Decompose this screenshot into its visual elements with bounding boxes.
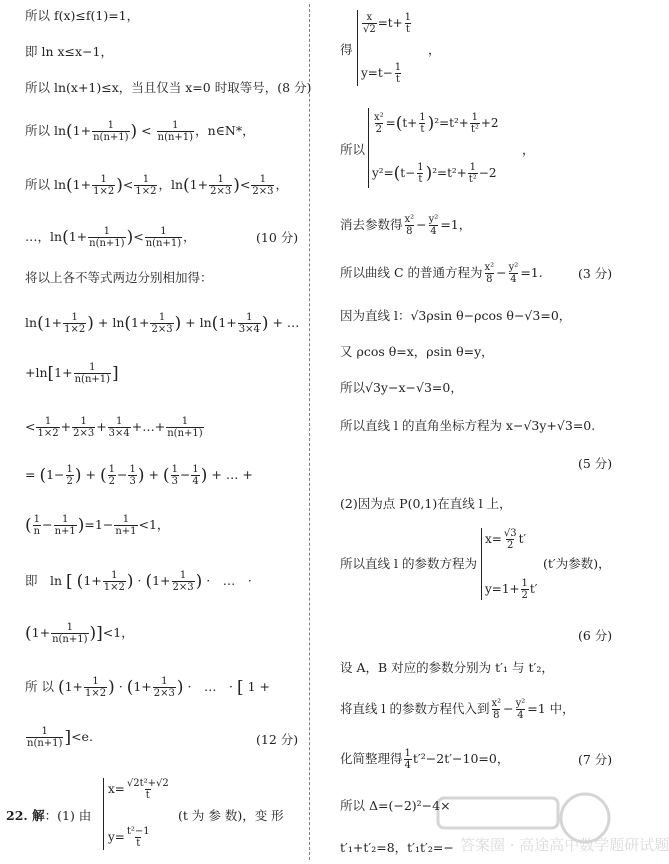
score-7: (7 分) — [578, 752, 613, 767]
right-line-10: 所以直线 l 的参数方程为 — [340, 556, 477, 571]
left-line-13: 即 ln [ (1+ $\frac{1}{1\times 2}$ ) · (1+ $\frac{1}{2\times 3}$ ) · … · — [25, 570, 252, 593]
text-fragment: +…+ — [131, 419, 166, 434]
sys4-row-y: y=1+ $\frac{1}{2}$ t′ — [485, 578, 538, 601]
left-line-16: $\frac{1}{n(n+1)}$ ]<e. — [27, 726, 93, 749]
fraction-numerator: t²−1 — [126, 826, 150, 837]
text-fragment: =1 中， — [527, 701, 575, 716]
right-line-11: 设 A，B 对应的参数分别为 t′₁ 与 t′₂， — [340, 660, 554, 675]
text-fragment: + ln — [97, 315, 125, 330]
right-line-2: 所以 — [340, 142, 366, 157]
text-fragment: …，ln — [25, 229, 63, 244]
score-12: (12 分) — [256, 732, 299, 747]
right-param-note: (t′为参数)， — [543, 556, 611, 571]
column-divider — [309, 4, 310, 860]
text-fragment: 1 + — [247, 679, 270, 694]
left-line-8: ln(1+ $\frac{1}{1\times 2}$ ) + ln(1+ $\frac{1}{2\times 3}$ ) + ln(1+ $\frac{1}{3\times 4}$ ) + … — [25, 312, 300, 335]
sys1-row-x — [108, 778, 171, 801]
left-line-7: 将以上各不等式两边分别相加得： — [25, 270, 213, 285]
right-line-7: 所以√3y−x−√3=0， — [340, 380, 463, 395]
text-fragment: 消去参数得 — [340, 217, 403, 232]
text-fragment: 化简整理得 — [340, 751, 403, 766]
text-fragment: 即 ln — [25, 573, 63, 588]
right-line-4: 所以曲线 C 的普通方程为 $\frac{\text{x²}}{8}$ − $\frac{\text{y²}}{4}$ =1. — [340, 262, 543, 285]
right-comma-1: ， — [428, 42, 441, 57]
right-line-9: (2)因为点 P(0,1)在直线 l 上， — [340, 496, 512, 511]
text-fragment: <1， — [102, 625, 134, 640]
left-line-14: (1+ $\frac{1}{n(n+1)}$ )]<1， — [25, 622, 134, 645]
text-fragment: 所以 ln — [25, 123, 67, 138]
text-fragment: 所以 ln — [25, 177, 67, 192]
right-line-15: t′₁+t′₂=8，t′₁t′₂=− — [340, 840, 454, 855]
text-fragment: <e. — [71, 729, 93, 744]
right-line-5: 因为直线 l：√3ρsin θ−ρcos θ−√3=0， — [340, 308, 572, 323]
right-line-8: 所以直线 l 的直角坐标方程为 x−√3y+√3=0. — [340, 418, 596, 433]
sys3-row-y: y²=(t− $\frac{1}{t}$ )²=t²+ $\frac{1}{\text{t²}}$ −2 — [372, 162, 497, 185]
right-line-1: 得 — [340, 42, 353, 57]
system-brace-2 — [357, 10, 358, 86]
text-fragment: · — [137, 573, 142, 588]
right-comma-2: ， — [522, 142, 535, 157]
left-line-9: +ln[1+ $\frac{1}{n(n+1)}$ ] — [25, 362, 119, 385]
text-fragment: ：(1) 由 — [44, 808, 92, 823]
left-line-11: = (1− $\frac{1}{2}$ ) + ( $\frac{1}{2}$ − $\frac{1}{3}$ ) + ( $\frac{1}{3}$ − $\frac{1}{4}$ ) + … + — [25, 464, 253, 487]
sys4-row-x: x= $\frac{√3}{2}$ t′ — [485, 528, 527, 551]
text-fragment: ，n∈N*， — [195, 123, 255, 138]
text-fragment: y= — [108, 830, 125, 844]
right-line-3: 消去参数得 $\frac{\text{x²}}{8}$ − $\frac{\text{y²}}{4}$ =1， — [340, 214, 472, 237]
watermark-text: 答案圈 · 高途高中数学题研试题 — [460, 836, 669, 854]
text-fragment: < — [25, 419, 36, 434]
text-fragment: ，ln — [158, 177, 184, 192]
sys2-row-y: y=t− $\frac{1}{t}$ — [361, 62, 402, 85]
text-fragment: 所 以 — [25, 679, 54, 694]
text-fragment: 所以曲线 C 的普通方程为 — [340, 265, 483, 280]
left-line-5: 所以 ln(1+ $\frac{1}{1\times 2}$ )< $\frac{1}{1\times 2}$ ，ln(1+ $\frac{1}{2\times 3}$ )< $\frac{1}{2\times 3}$ ， — [25, 174, 288, 197]
left-line-4: 所以 ln(1+ $\frac{1}{n(n+1)}$ ) < $\frac{1}{n(n+1)}$ ，n∈N*， — [25, 120, 255, 143]
left-line-10: < $\frac{1}{1\times 2}$ + $\frac{1}{2\times 3}$ + $\frac{1}{3\times 4}$ +…+ $\frac{1}{n(n+1)}$ — [25, 416, 203, 439]
score-6: (6 分) — [578, 628, 613, 643]
text-fragment: =1， — [440, 217, 472, 232]
sys3-row-x: $\frac{\text{x²}}{2}$ =(t+ $\frac{1}{t}$ )²=t²+ $\frac{1}{\text{t²}}$ +2 — [374, 112, 499, 135]
text-fragment: t′²−2t′−10=0， — [412, 751, 510, 766]
text-fragment: < — [141, 123, 152, 138]
fraction-denominator: t — [136, 838, 141, 849]
left-line-6: …，ln(1+ $\frac{1}{n(n+1)}$ )< $\frac{1}{n(n+1)}$ ， — [25, 226, 196, 249]
score-3: (3 分) — [578, 266, 613, 281]
right-line-14: 所以 Δ=(−2)²−4× — [340, 798, 451, 813]
right-line-12: 将直线 l 的参数方程代入到 $\frac{\text{x²}}{8}$ − $\frac{\text{y²}}{4}$ =1 中， — [340, 698, 575, 721]
text-fragment: x= — [108, 782, 125, 796]
text-fragment: 将直线 l 的参数方程代入到 — [340, 701, 490, 716]
text-fragment: ， — [183, 229, 196, 244]
left-line-1: 所以 f(x)≤f(1)=1， — [25, 8, 140, 23]
score-10: (10 分) — [256, 230, 299, 245]
left-line-12: ( $\frac{1}{n}$ − $\frac{1}{n+1}$ )=1− $\frac{1}{n+1}$ <1， — [25, 514, 170, 537]
question-number: 22. 解 — [6, 808, 45, 823]
q22-intro — [6, 808, 91, 824]
sys1-row-y — [108, 826, 152, 849]
score-5: (5 分) — [578, 456, 613, 471]
q22-param-note: (t 为 参 数)，变 形 — [178, 808, 284, 823]
text-fragment: = — [25, 467, 36, 482]
system-brace-4 — [481, 528, 482, 600]
fraction-denominator: t — [145, 790, 150, 801]
watermark-logo — [430, 790, 669, 860]
text-fragment: +ln — [25, 365, 48, 380]
text-fragment: · … · — [206, 573, 252, 588]
system-brace-1 — [103, 778, 104, 850]
text-fragment: + … + — [211, 467, 253, 482]
text-fragment: · … · — [187, 679, 233, 694]
text-fragment: + … — [272, 315, 300, 330]
fraction-numerator: √2t²+√2 — [126, 778, 169, 789]
left-line-15: 所 以 (1+ $\frac{1}{1\times 2}$ ) · (1+ $\frac{1}{2\times 3}$ ) · … · [ 1 + — [25, 676, 270, 699]
left-line-2: 即 ln x≤x−1， — [25, 44, 113, 59]
right-line-6: 又 ρcos θ=x，ρsin θ=y， — [340, 344, 494, 359]
right-line-13: 化简整理得 $\frac{1}{4}$ t′²−2t′−10=0， — [340, 748, 510, 771]
text-fragment: =1. — [520, 265, 543, 280]
sys2-row-x: $\frac{x}{√2}$ =t+ $\frac{1}{t}$ — [363, 12, 412, 35]
text-fragment: =1− — [84, 517, 114, 532]
left-line-3: 所以 ln(x+1)≤x，当且仅当 x=0 时取等号，(8 分) — [25, 80, 312, 95]
text-fragment: <1， — [138, 517, 170, 532]
system-brace-3 — [368, 108, 369, 188]
